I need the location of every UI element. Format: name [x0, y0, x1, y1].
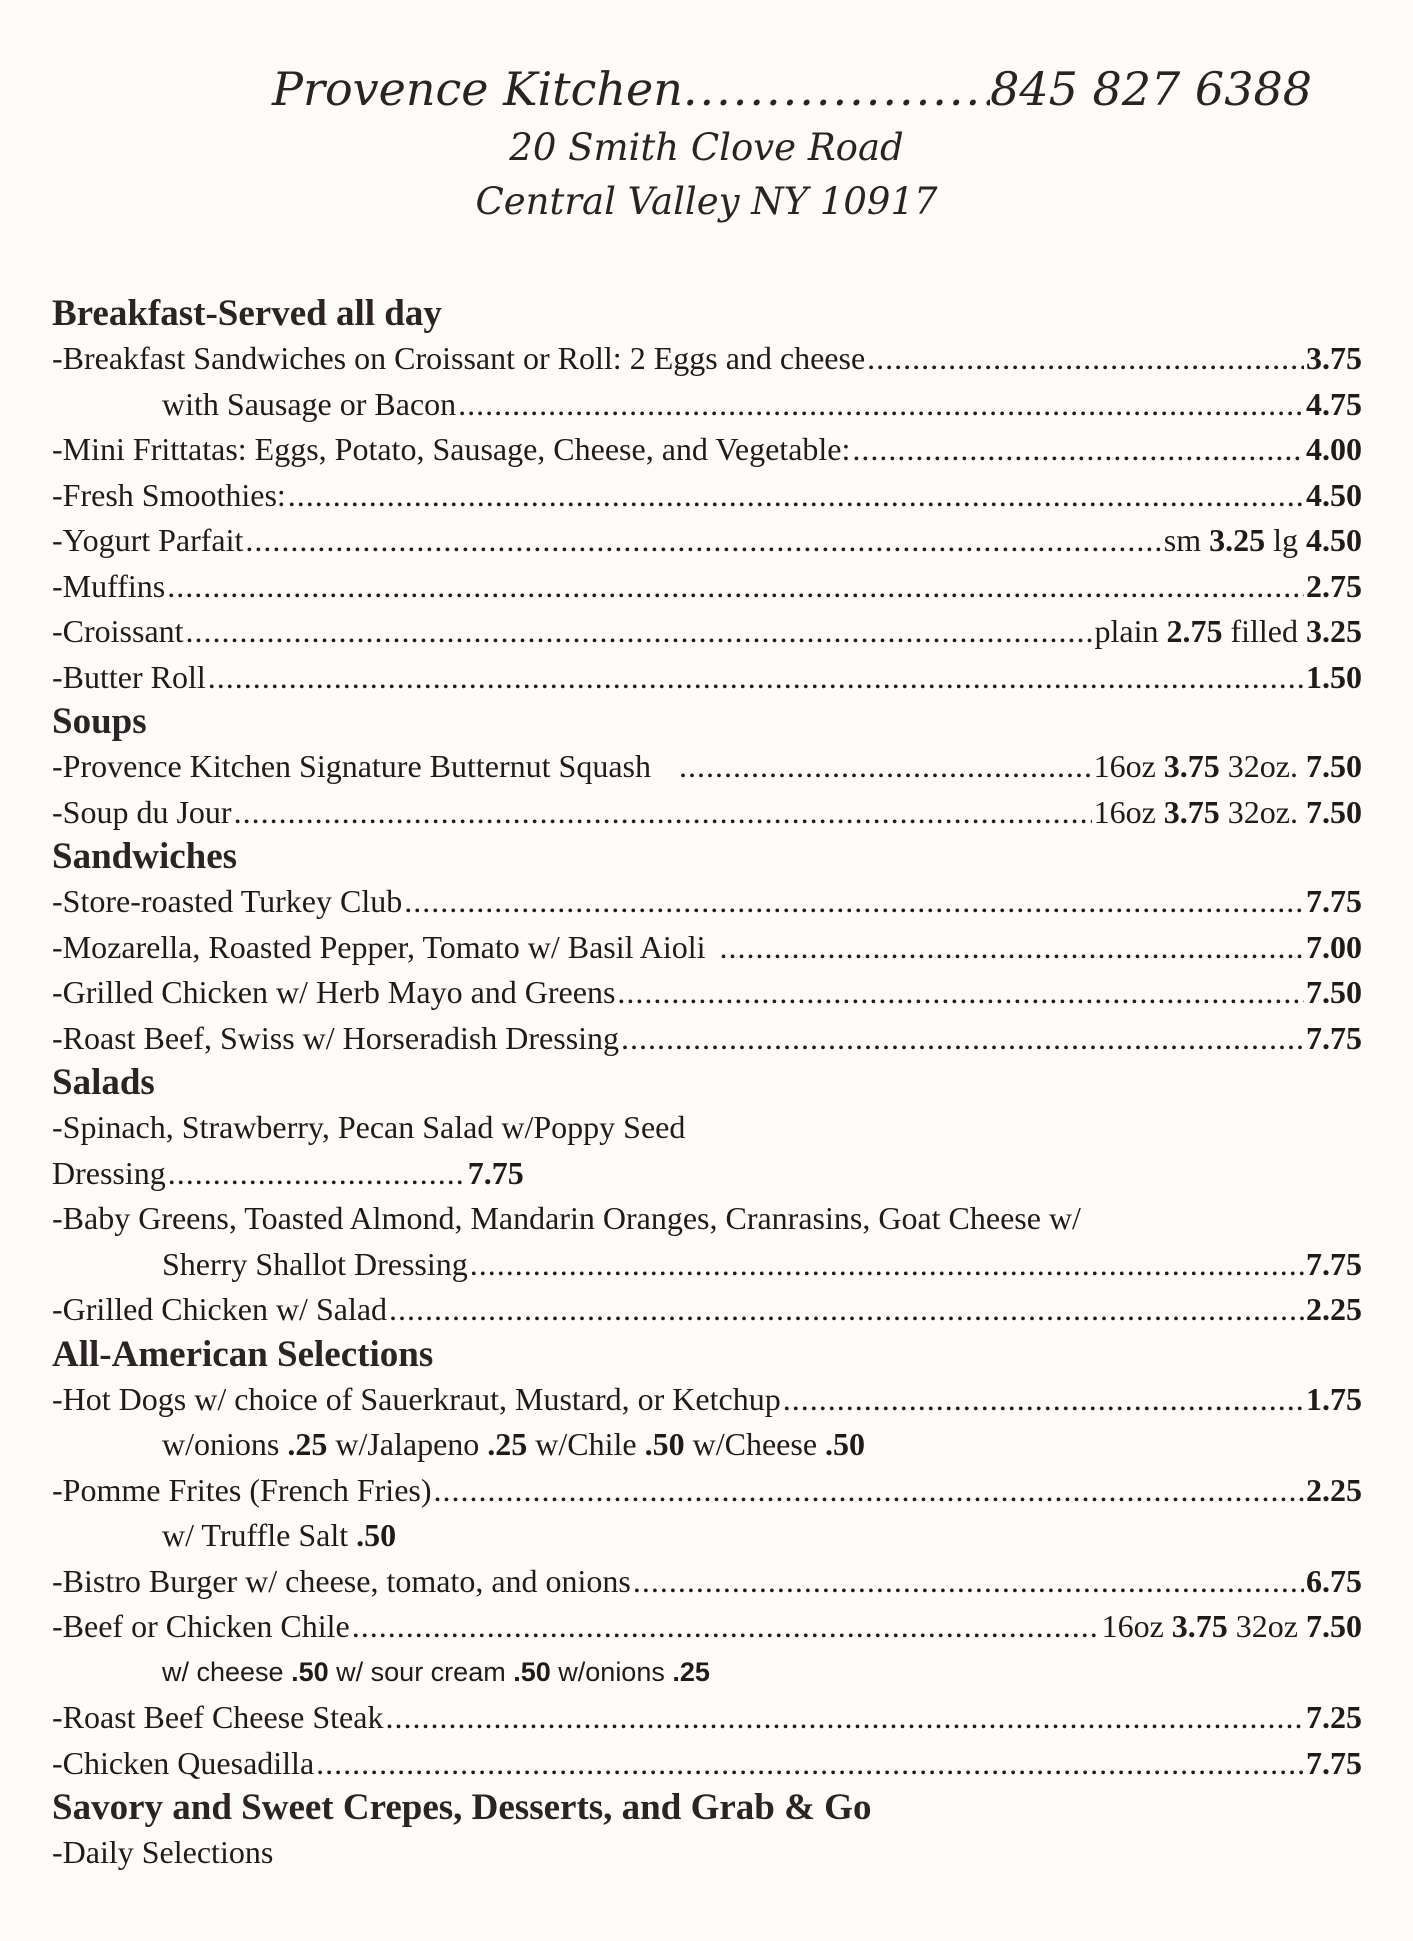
menu-item: -Provence Kitchen Signature Butternut Squash ..... 16oz 3.75 32oz. 7.50 [52, 744, 1362, 790]
menu-item: -Croissant ..... plain 2.75 filled 3.25 [52, 609, 1362, 655]
menu-item: -Roast Beef, Swiss w/ Horseradish Dressing ..... 7.75 [52, 1016, 1362, 1062]
menu-item: -Mozarella, Roasted Pepper, Tomato w/ Basil Aioli ..... 7.00 [52, 925, 1362, 971]
menu-item: -Fresh Smoothies: ..... 4.50 [52, 473, 1362, 519]
menu-item: -Bistro Burger w/ cheese, tomato, and onions ..... 6.75 [52, 1559, 1362, 1605]
address-line-2: Central Valley NY 10917 [475, 180, 938, 223]
restaurant-name: Provence Kitchen [272, 62, 683, 116]
address-line-1: 20 Smith Clove Road [509, 126, 904, 169]
menu-item: -Soup du Jour ..... 16oz 3.75 32oz. 7.50 [52, 790, 1362, 836]
menu-body [52, 292, 1362, 1876]
section-title-american: All-American Selections [52, 1333, 434, 1375]
menu-item: -Grilled Chicken w/ Herb Mayo and Greens ..... 7.50 [52, 970, 1362, 1016]
item-options: w/ Truffle Salt .50 [162, 1517, 397, 1553]
section-title-salads: Salads [52, 1062, 155, 1103]
menu-item: -Store-roasted Turkey Club ..... 7.75 [52, 879, 1362, 925]
section-title-soups: Soups [52, 701, 147, 742]
section-title-sandwiches: Sandwiches [52, 836, 238, 877]
menu-item: -Muffins ..... 2.75 [52, 564, 1362, 610]
menu-item: -Spinach, Strawberry, Pecan Salad w/Poppy Seed [52, 1109, 686, 1145]
menu-item: -Roast Beef Cheese Steak ..... 7.25 [52, 1695, 1362, 1741]
menu-item: Sherry Shallot Dressing ..... 7.75 [52, 1242, 1362, 1288]
menu-item: -Breakfast Sandwiches on Croissant or Roll: 2 Eggs and cheese ..... 3.75 [52, 336, 1362, 382]
menu-item: -Baby Greens, Toasted Almond, Mandarin Oranges, Cranrasins, Goat Cheese w/ [52, 1200, 1081, 1236]
menu-item: -Chicken Quesadilla ..... 7.75 [52, 1741, 1362, 1787]
menu-item: -Butter Roll ..... 1.50 [52, 655, 1362, 701]
title-leader-dots [683, 62, 990, 116]
title-line [272, 62, 1312, 116]
item-options: w/ cheese .50 w/ sour cream .50 w/onions .25 [162, 1656, 710, 1687]
menu-item: -Grilled Chicken w/ Salad ..... 2.25 [52, 1287, 1362, 1333]
menu-item: -Hot Dogs w/ choice of Sauerkraut, Mustard, or Ketchup ..... 1.75 [52, 1377, 1362, 1423]
section-title-breakfast: Breakfast-Served all day [52, 293, 442, 334]
menu-item: Dressing ..... 7.75 [52, 1151, 1362, 1197]
menu-item: -Mini Frittatas: Eggs, Potato, Sausage, Cheese, and Vegetable: ..... 4.00 [52, 427, 1362, 473]
item-options: w/onions .25 w/Jalapeno .25 w/Chile .50 w/Cheese .50 [162, 1426, 866, 1462]
section-title-crepes: Savory and Sweet Crepes, Desserts, and Grab & Go [52, 1787, 872, 1828]
menu-item: -Beef or Chicken Chile ..... 16oz 3.75 32oz 7.50 [52, 1604, 1362, 1650]
menu-item: with Sausage or Bacon ..... 4.75 [52, 382, 1362, 428]
menu-item: -Daily Selections [52, 1834, 274, 1870]
menu-item: -Pomme Frites (French Fries) ..... 2.25 [52, 1468, 1362, 1514]
restaurant-phone: 845 827 6388 [990, 62, 1312, 116]
menu-item: -Yogurt Parfait ..... sm 3.25 lg 4.50 [52, 518, 1362, 564]
